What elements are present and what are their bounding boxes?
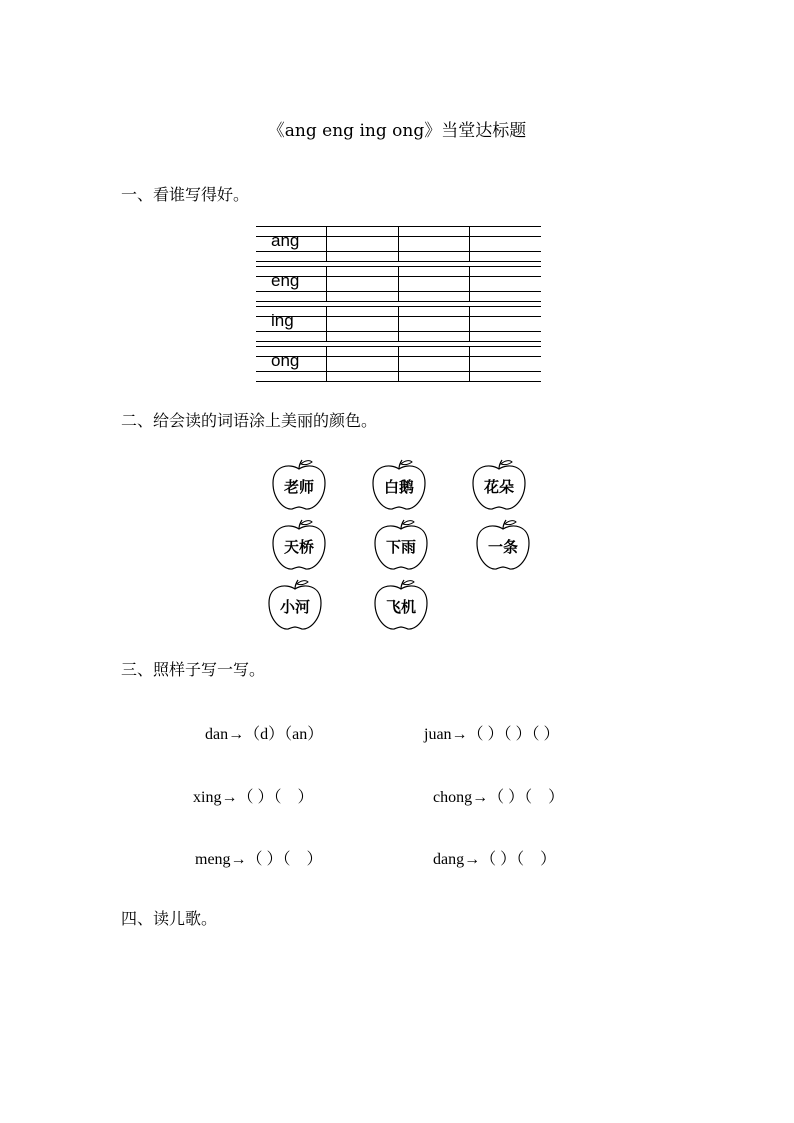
arrow-icon: → bbox=[221, 789, 238, 806]
split-word: xing bbox=[193, 789, 222, 806]
split-word: dang bbox=[433, 851, 465, 868]
apple-word: 一条 bbox=[487, 538, 518, 556]
arrow-icon: → bbox=[451, 726, 468, 743]
apple-word: 花朵 bbox=[483, 478, 514, 496]
split-exercise[interactable] bbox=[193, 784, 313, 807]
grid-syllable: ong bbox=[271, 351, 300, 370]
arrow-icon: → bbox=[230, 851, 247, 868]
grid-row-ang[interactable] bbox=[256, 226, 541, 261]
split-exercise[interactable] bbox=[195, 846, 323, 869]
grid-syllable: eng bbox=[271, 271, 300, 290]
split-word: chong bbox=[433, 789, 473, 806]
section-4-heading: 四、读儿歌。 bbox=[121, 909, 218, 928]
split-word: juan bbox=[424, 726, 452, 743]
section-1-heading: 一、看谁写得好。 bbox=[121, 185, 250, 204]
apple-word-card[interactable] bbox=[270, 458, 328, 512]
grid-syllable: ang bbox=[271, 231, 300, 250]
grid-syllable: ing bbox=[271, 311, 294, 330]
apple-word: 天桥 bbox=[283, 538, 314, 556]
arrow-icon: → bbox=[472, 789, 489, 806]
apple-word: 小河 bbox=[279, 598, 310, 616]
apple-word-card[interactable] bbox=[270, 518, 328, 572]
split-exercise[interactable] bbox=[433, 846, 556, 869]
arrow-icon: → bbox=[228, 726, 245, 743]
split-word: meng bbox=[195, 851, 231, 868]
apple-word-card[interactable] bbox=[470, 458, 528, 512]
section-3-heading: 三、照样子写一写。 bbox=[121, 660, 266, 679]
split-answer-blanks[interactable]: （ ）（ ） bbox=[246, 851, 323, 868]
split-answer-blanks[interactable]: （ ）（ ） bbox=[488, 789, 565, 806]
split-exercise[interactable] bbox=[424, 721, 560, 744]
apple-word-card[interactable] bbox=[370, 458, 428, 512]
apple-word: 下雨 bbox=[385, 538, 416, 556]
apple-word-card[interactable] bbox=[474, 518, 532, 572]
apple-word-card[interactable] bbox=[372, 578, 430, 632]
apple-word-card[interactable] bbox=[372, 518, 430, 572]
split-example bbox=[205, 721, 323, 744]
page-title: 《ang eng ing ong》当堂达标题 bbox=[267, 121, 527, 141]
apple-word: 老师 bbox=[283, 478, 314, 496]
grid-row-eng[interactable] bbox=[256, 266, 541, 301]
apple-word: 白鹅 bbox=[383, 478, 414, 496]
apple-word: 飞机 bbox=[385, 598, 416, 616]
split-answer-blanks[interactable]: （ ）（ ） bbox=[480, 851, 557, 868]
split-answer-blanks[interactable]: （ ）（ ）（ ） bbox=[467, 726, 560, 743]
section-2-heading: 二、给会读的词语涂上美丽的颜色。 bbox=[121, 411, 378, 430]
apple-word-card[interactable] bbox=[266, 578, 324, 632]
split-exercise[interactable] bbox=[433, 784, 564, 807]
split-answer-blanks[interactable]: （ ）（ ） bbox=[237, 789, 314, 806]
pinyin-writing-grid[interactable] bbox=[256, 226, 541, 382]
grid-row-ing[interactable] bbox=[256, 306, 541, 341]
split-word: dan bbox=[205, 726, 229, 743]
split-answer: （d）（an） bbox=[244, 726, 324, 743]
grid-row-ong[interactable] bbox=[256, 346, 541, 381]
arrow-icon: → bbox=[464, 851, 481, 868]
